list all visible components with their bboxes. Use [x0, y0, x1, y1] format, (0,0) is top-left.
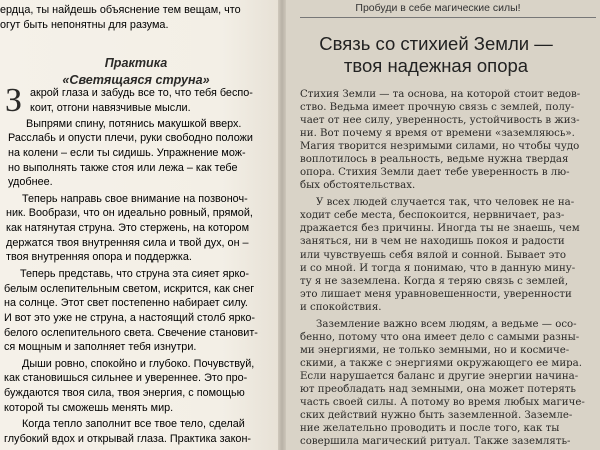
text-line: Заземление важно всем людям, а ведьме — осо- [316, 318, 577, 330]
text-line: ство. Ведьма имеет прочную связь с землей, полу- [300, 102, 575, 114]
text-line: Стихия Земли — та основа, на которой стоит ведов- [300, 89, 581, 100]
text-line: ту я не заземлена. Когда я теряю связь с землей, [300, 275, 569, 287]
text-line: Если нарушается баланс и другие энергии начина- [300, 370, 579, 382]
practice-heading [0, 55, 272, 89]
text-line: на колени – если ты сидишь. Упражнение мож- [8, 147, 246, 160]
text-line: бых обстоятельствах. [300, 180, 416, 192]
text-line: ходит себе места, беспокоится, нервничает, раз- [300, 210, 565, 222]
text-line: Когда тепло заполнит все твое тело, сделай [22, 417, 245, 430]
text-line: белого ослепительного света. Свечение становит- [4, 326, 258, 339]
text-line: Выпрями спину, потянись макушкой вверх. [26, 117, 242, 130]
text-line: это лишает меня уравновешенности, уверенности [300, 288, 572, 300]
text-line: ся мощным и заполняет тебя изнутри. [4, 341, 197, 354]
text-line: Магия творится незримыми силами, но чтобы чудо [300, 141, 580, 153]
text-line: удобнее. [8, 176, 53, 189]
text-line: часть своей силы. А потому во время любых магиче- [300, 397, 585, 409]
practice-title: Практика [104, 56, 168, 71]
text-line: Теперь представь, что струна эта сияет ярко- [20, 267, 249, 280]
right-para-1 [300, 88, 594, 193]
header-rule [300, 17, 596, 18]
left-para-5 [0, 357, 272, 416]
text-line: заняться, ни в чем не находишь покоя и радости [300, 236, 565, 248]
text-line: воплотилось в реальность, ведьме нужна твердая [300, 154, 569, 166]
text-line: ние желательно проводить и после того, как ты [300, 423, 560, 435]
text-line: Теперь направь свое внимание на позвоноч- [22, 192, 248, 205]
left-top-text [0, 3, 272, 32]
drop-cap: З [5, 82, 23, 120]
text-line: акрой глаза и забудь все то, что тебя беспо- [30, 86, 253, 99]
right-para-3 [300, 318, 594, 449]
text-line: ских действий нужно быть заземленной. Заземле- [300, 410, 573, 422]
text-line: и спокойствия. [300, 301, 382, 313]
text-line: которой ты сможешь менять мир. [4, 401, 174, 414]
text-line: белым ослепительным светом, искрится, как снег [4, 282, 255, 295]
text-line: ми энергиями, не только земными, но и космиче- [300, 344, 570, 356]
left-para-4 [0, 267, 272, 355]
text-line: огут быть непонятны для разума. [0, 18, 169, 31]
text-line: дражается без причины. Иногда ты не знаешь, чем [300, 223, 580, 235]
text-line: и со мной. И тогда я понимаю, что в данную мину- [300, 262, 576, 274]
left-para-3 [0, 192, 272, 265]
text-line: но выполнять также стоя или лежа – как тебе [8, 161, 238, 174]
text-line: как натянутая струна. Это стержень, на котором [6, 222, 250, 235]
practice-subtitle: «Светящаяся струна» [62, 73, 210, 88]
text-line: или чувствуешь себя вялой и сонной. Бывает это [300, 249, 567, 261]
chapter-title-line: твоя надежная опора [343, 55, 529, 76]
text-line: скими, а также с энергиями окружающего ее мира. [300, 357, 582, 369]
right-para-2 [300, 196, 594, 314]
chapter-title-line: Связь со стихией Земли — [319, 33, 553, 54]
running-head: Пробуди в себе магические силы! [355, 2, 521, 14]
left-para-2 [0, 117, 272, 190]
text-line: ни. Вот почему я время от времени «заземляюсь». [300, 128, 575, 140]
text-line: твоя внутренняя опора и поддержка. [6, 251, 192, 264]
left-para-6 [0, 417, 272, 446]
book-gutter [278, 0, 286, 450]
text-line: ник. Вообрази, что он идеально ровный, прямой, [6, 207, 253, 220]
text-line: ют преобладать над земными, она может потерять [300, 383, 576, 395]
text-line: И вот это уже не струна, а настоящий столб ярко- [4, 311, 255, 324]
left-para-1 [30, 86, 272, 115]
text-line: как становишься сильнее и увереннее. Это про- [4, 372, 248, 385]
right-body-text [300, 88, 594, 448]
left-page [0, 0, 278, 450]
text-line: совершила магический ритуал. Также заземлять- [300, 436, 571, 448]
text-line: опора. Стихия Земли дает тебе уверенность в лю- [300, 167, 570, 179]
text-line: У всех людей случается так, что человек не на- [316, 197, 575, 209]
text-line: держатся твоя внутренняя сила и твой дух, он – [6, 236, 249, 249]
text-line: на солнце. Этот свет постепенно набирает силу. [4, 297, 248, 310]
text-line: бенно, потому что она имеет дело с самыми разны- [300, 331, 580, 343]
text-line: Дыши ровно, спокойно и глубоко. Почувствуй, [22, 357, 255, 370]
chapter-title [286, 33, 586, 77]
text-line: чает от нее силу, уверенность, устойчивость в жиз- [300, 115, 580, 127]
text-line: буждаются твоя сила, твоя энергия, с помощью [4, 386, 245, 399]
text-line: глубокий вдох и открывай глаза. Практика закон- [4, 432, 252, 445]
text-line: коит, отгони навязчивые мысли. [30, 101, 191, 114]
text-line: Расслабь и опусти плечи, руки свободно положи [8, 132, 253, 145]
text-line: ердца, ты найдешь объяснение тем вещам, что [0, 4, 241, 16]
